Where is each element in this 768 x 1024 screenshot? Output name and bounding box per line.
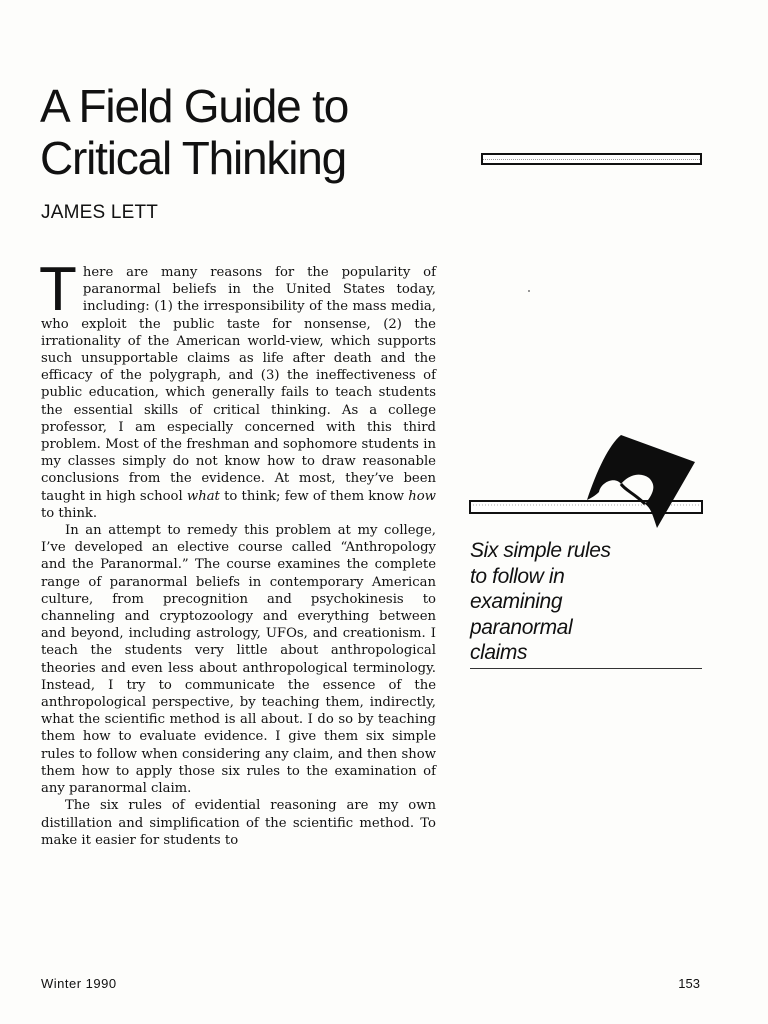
ornament-graphic — [469, 430, 704, 530]
title-rule-decoration — [481, 153, 702, 165]
page-number: 153 — [678, 976, 700, 991]
pull-quote-line-5: claims — [470, 641, 528, 664]
emphasis-what: what — [186, 488, 220, 504]
pull-quote-line-4: paranormal — [470, 615, 573, 639]
drop-cap: T — [39, 255, 77, 324]
title-line-1: A Field Guide to — [40, 80, 349, 132]
paragraph-1 — [39, 255, 436, 522]
pull-quote-line-1: Six simple rules — [470, 539, 611, 562]
article-body — [39, 255, 436, 849]
pull-quote-line-2: to follow in — [470, 564, 565, 588]
paragraph-2: In an attempt to remedy this problem at my college, I’ve developed an elective course called “Anthropology and the Paranormal.” The course examines the complete range of paranormal beliefs in contemporary American culture, from precognition and psychokinesis to channeling and cryptozoology and everything between and beyond, including astrology, UFOs, and creationism. I teach the students very little about anthropological theories and even less about anthropological terminology. Instead, I try to communicate the essence of the anthropological perspective, by teaching them, indirectly, what the scientific method is all about. I do so by teaching them how to evaluate evidence. I give them six simple rules to follow when considering any claim, and then show them how to apply those six rules to the examination of any paranormal claim. — [41, 523, 436, 797]
paragraph-1-mid: to think; few of them know — [219, 488, 409, 504]
pull-quote-line-3: examining — [470, 590, 563, 613]
article-title — [40, 80, 500, 184]
pull-quote — [470, 538, 700, 666]
paragraph-3: The six rules of evidential reasoning are my own distillation and simplification of the scientific method. To make it easier for students to — [41, 798, 436, 848]
paragraph-1-end: to think. — [41, 505, 98, 521]
paragraph-1-text: here are many reasons for the popularity of paranormal beliefs in the United States today, including: (1) the irresponsibility of the mass media, who exploit the public taste for nonsense, (2) the irrationality of the American world-view, which supports such unsupportable claims as life after death and the efficacy of the polygraph, and (3) the ineffectiveness of public education, which generally fails to teach students the essential skills of critical thinking. As a college professor, I am especially concerned with this third problem. Most of the freshman and sophomore students in my classes simply do not know how to draw reasonable conclusions from the evidence. At most, they’ve been taught in high school — [41, 265, 436, 504]
emphasis-how: how — [408, 488, 436, 504]
issue-date: Winter 1990 — [41, 976, 117, 991]
pull-quote-rule — [470, 668, 702, 669]
speck-decoration — [528, 290, 530, 292]
ornament-black-shape — [587, 435, 695, 528]
author-name: JAMES LETT — [41, 202, 159, 223]
title-line-2: Critical Thinking — [40, 132, 346, 184]
